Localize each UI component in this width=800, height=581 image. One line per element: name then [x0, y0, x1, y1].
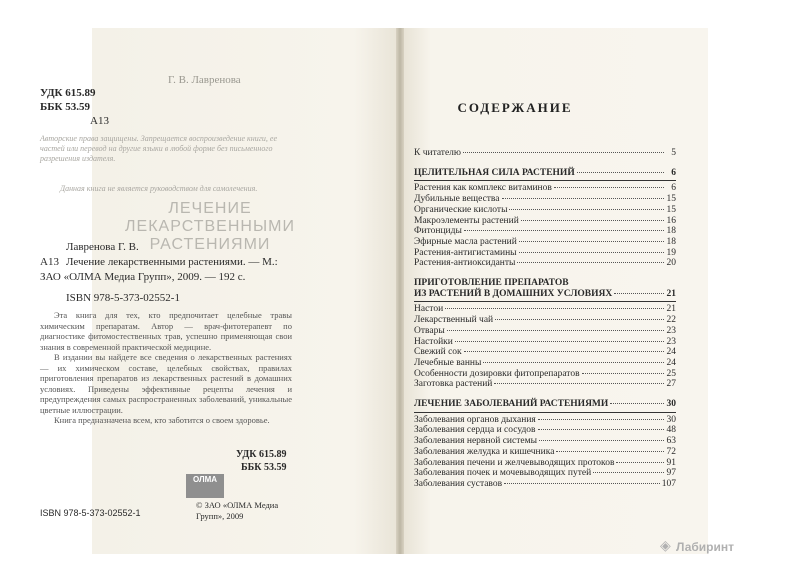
author-line: Лавренова Г. В. — [66, 241, 139, 253]
toc-entry: Лечебные ванны 24 — [414, 357, 676, 368]
toc-entry: Заболевания сердца и сосудов 48 — [414, 425, 676, 436]
watermark: Лабиринт — [676, 540, 735, 554]
divider — [414, 180, 676, 181]
bib-text: Лечение лекарственными растениями. — М.: ЗАО «ОЛМА Медиа Групп», 2009. — 192 с. — [40, 256, 278, 283]
copyright: © ЗАО «ОЛМА Медиа Групп», 2009 — [196, 500, 279, 521]
toc-section: ЛЕЧЕНИЕ ЗАБОЛЕВАНИЙ РАСТЕНИЯМИ 30 — [414, 399, 676, 410]
isbn-bottom: ISBN 978-5-373-02552-1 — [40, 508, 141, 518]
bbk-code-bottom: ББК 53.59 — [240, 462, 287, 473]
ghost-title: ЛЕЧЕНИЕ ЛЕКАРСТВЕННЫМИ РАСТЕНИЯМИ — [125, 200, 295, 253]
annotation-paragraph: Книга предназначена всем, кто заботится о своем здоровье. — [54, 415, 270, 425]
toc-entry: Фитонциды 18 — [414, 226, 676, 237]
udk-code: УДК 615.89 — [40, 87, 96, 99]
toc-entry: Заболевания печени и желчевыводящих протоков 91 — [414, 457, 676, 468]
book-gutter — [396, 28, 404, 554]
bibliographic-entry — [40, 240, 290, 306]
annotation-paragraph: В издании вы найдете все сведения о лекарственных растениях — их химическом составе, целебных свойствах, правилах приготовления препаратов из лекарственных растений в домашних условиях. Приведены эффективные рецепты лечения и предупреждения самых распространенных заболеваний, уникальные цветные иллюстрации. — [40, 352, 292, 415]
toc-entry: Заболевания почек и мочевыводящих путей 97 — [414, 468, 676, 479]
toc-entry: Эфирные масла растений 18 — [414, 236, 676, 247]
table-of-contents — [414, 148, 676, 490]
rights-notice: Авторские права защищены. Запрещается воспроизведение книги, ее частей или перевод на другие языки в любой форме без письменного разрешения издателя. — [40, 134, 277, 163]
divider — [414, 301, 676, 302]
running-header-author: Г. В. Лавренова — [168, 74, 241, 86]
classification-block — [40, 86, 109, 128]
divider — [414, 412, 676, 413]
toc-entry: Заболевания органов дыхания 30 — [414, 414, 676, 425]
toc-entry: К читателю 5 — [414, 148, 676, 158]
toc-entry: Лекарственный чай 22 — [414, 315, 676, 326]
isbn: ISBN 978-5-373-02552-1 — [66, 292, 180, 304]
toc-entry: Растения как комплекс витаминов 6 — [414, 183, 676, 194]
toc-entry: Растения-антигистамины 19 — [414, 247, 676, 258]
bib-code: А13 — [40, 256, 59, 268]
catalog-code: А13 — [90, 115, 109, 127]
annotation — [40, 310, 292, 426]
udk-code-bottom: УДК 615.89 — [236, 449, 287, 460]
toc-entry: Макроэлементы растений 16 — [414, 215, 676, 226]
toc-entry: Органические кислоты 15 — [414, 204, 676, 215]
toc-entry: Дубильные вещества 15 — [414, 194, 676, 205]
toc-section: ЦЕЛИТЕЛЬНАЯ СИЛА РАСТЕНИЙ 6 — [414, 167, 676, 178]
classification-block-bottom — [236, 448, 286, 474]
bib-description — [40, 255, 290, 285]
toc-entry: Настои 21 — [414, 304, 676, 315]
toc-entry: Свежий сок 24 — [414, 347, 676, 358]
disclaimer: Данная книга не является руководством для самолечения. — [60, 184, 258, 193]
toc-entry: Заболевания желудка и кишечника 72 — [414, 446, 676, 457]
toc-entry: Заболевания суставов 107 — [414, 478, 676, 489]
toc-title: СОДЕРЖАНИЕ — [457, 100, 573, 115]
publisher-logo: ОЛМА — [186, 474, 224, 498]
toc-entry: Заболевания нервной системы 63 — [414, 436, 676, 447]
toc-entry: Заготовка растений 27 — [414, 379, 676, 390]
toc-section: ПРИГОТОВЛЕНИЕ ПРЕПАРАТОВ — [414, 278, 569, 289]
labyrinth-logo-icon: ◈ — [660, 539, 671, 554]
annotation-paragraph: Эта книга для тех, кто предпочитает целебные травы химическим препаратам. Автор — врач-фитотерапевт по диагностике фитомостественных трав, успешно применяющая свои знания в современной практической медицине. — [40, 310, 292, 352]
toc-section: ИЗ РАСТЕНИЙ В ДОМАШНИХ УСЛОВИЯХ 21 — [414, 288, 676, 299]
toc-entry: Отвары 23 — [414, 325, 676, 336]
toc-entry: Настойки 23 — [414, 336, 676, 347]
toc-entry: Особенности дозировки фитопрепаратов 25 — [414, 368, 676, 379]
toc-entry: Растения-антиоксиданты 20 — [414, 258, 676, 269]
bbk-code: ББК 53.59 — [40, 101, 91, 113]
